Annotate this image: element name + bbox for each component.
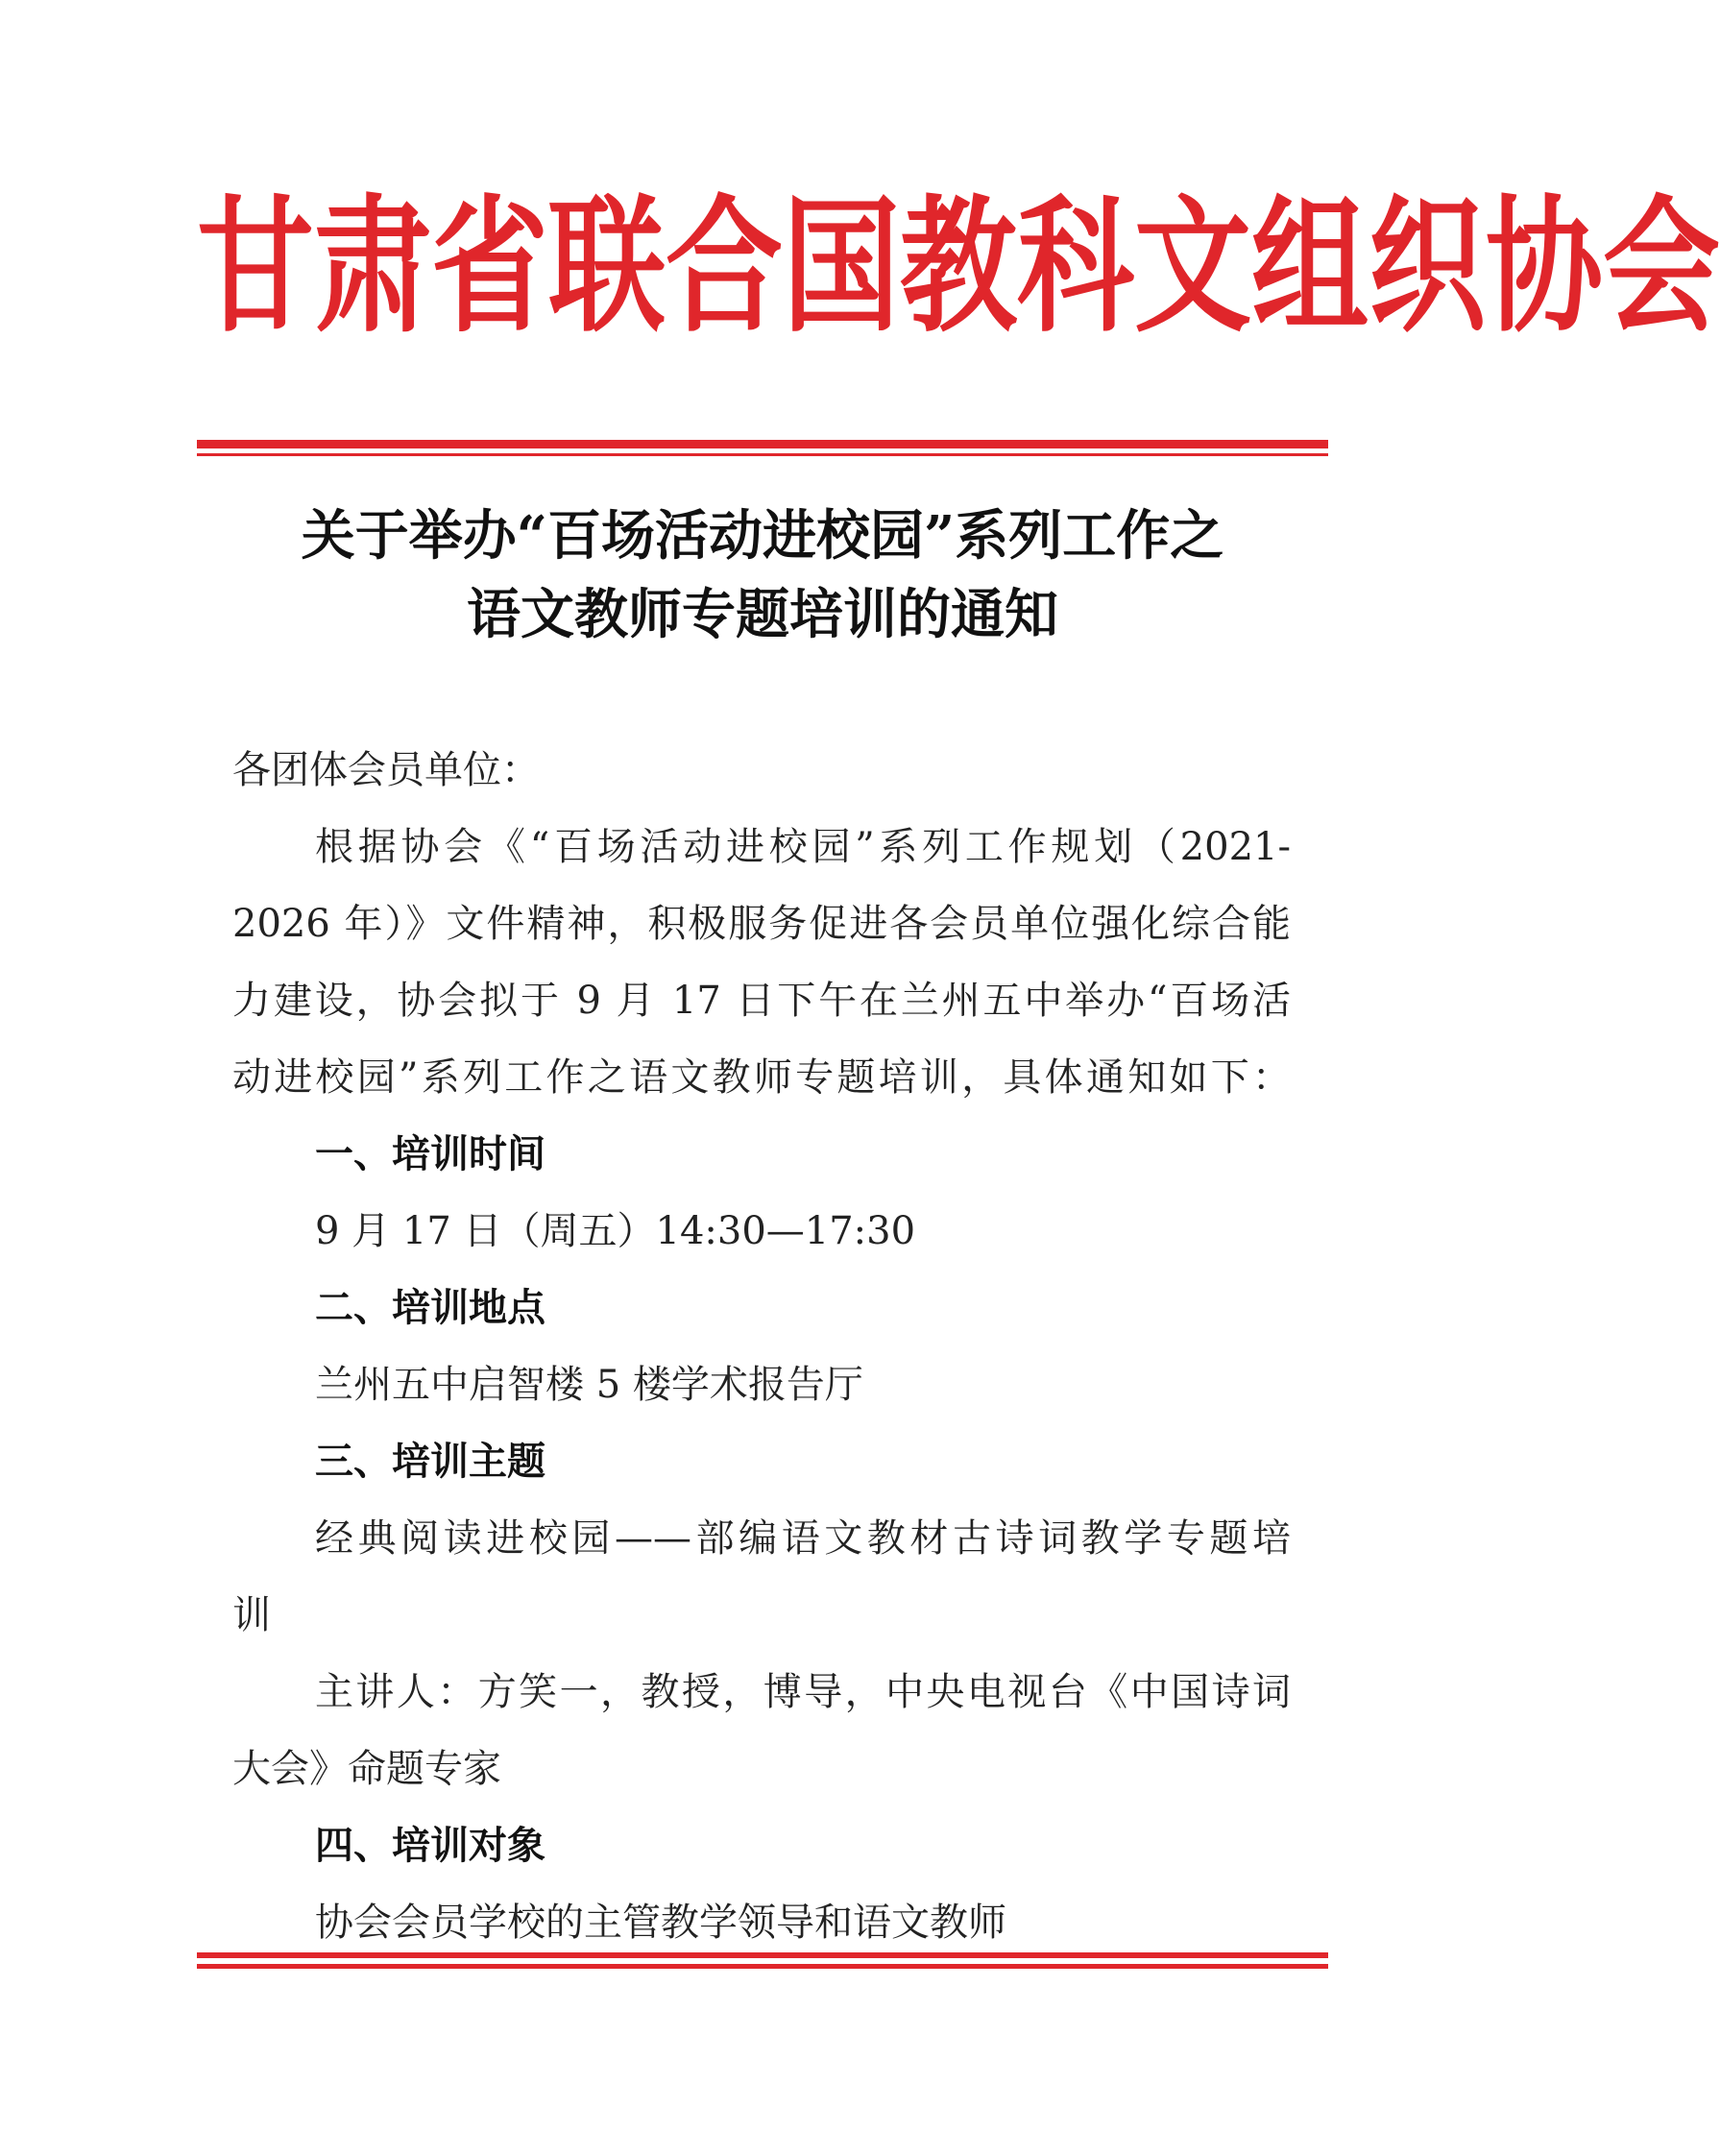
letterhead-char: 科 (1017, 181, 1134, 352)
letterhead-char: 文 (1134, 181, 1251, 352)
letterhead-char: 国 (783, 181, 900, 352)
section-heading-audience: 四、培训对象 (315, 1823, 545, 1868)
speaker-line-continued: 大会》命题专家 (232, 1747, 501, 1791)
letterhead-char: 联 (548, 181, 666, 352)
salutation: 各团体会员单位： (232, 748, 540, 792)
letterhead-char: 合 (666, 181, 783, 352)
letterhead-char: 教 (900, 181, 1017, 352)
letterhead-divider-thin (197, 453, 1328, 456)
intro-paragraph-line: 动进校园”系列工作之语文教师专题培训，具体通知如下： (232, 1055, 1291, 1100)
section-value-audience: 协会会员学校的主管教学领导和语文教师 (315, 1901, 1006, 1945)
letterhead-char: 组 (1251, 181, 1369, 352)
letterhead-char: 肃 (314, 181, 431, 352)
letterhead-org-name (197, 181, 1720, 352)
speaker-line: 主讲人：方笑一，教授，博导，中央电视台《中国诗词 (315, 1670, 1291, 1714)
letterhead-divider-thick (197, 440, 1328, 448)
intro-paragraph-line: 根据协会《“百场活动进校园”系列工作规划（2021- (315, 825, 1291, 869)
intro-paragraph-line: 2026 年）》文件精神，积极服务促进各会员单位强化综合能 (232, 902, 1291, 946)
letterhead-char: 省 (431, 181, 548, 352)
footer-divider-thick (197, 1952, 1328, 1958)
letterhead-char: 协 (1486, 181, 1603, 352)
section-heading-time: 一、培训时间 (315, 1131, 545, 1176)
letterhead-char: 会 (1603, 181, 1720, 352)
footer-divider-thin (197, 1964, 1328, 1969)
document-title-line-2: 语文教师专题培训的通知 (467, 583, 1058, 646)
section-heading-topic: 三、培训主题 (315, 1439, 545, 1484)
section-heading-place: 二、培训地点 (315, 1285, 545, 1330)
section-value-topic: 经典阅读进校园——部编语文教材古诗词教学专题培 (315, 1516, 1291, 1561)
section-value-place: 兰州五中启智楼 5 楼学术报告厅 (315, 1363, 863, 1407)
intro-paragraph-line: 力建设，协会拟于 9 月 17 日下午在兰州五中举办“百场活 (232, 979, 1291, 1023)
section-value-time: 9 月 17 日（周五）14:30—17:30 (315, 1209, 916, 1253)
letterhead-char: 甘 (197, 181, 314, 352)
letterhead-char: 织 (1369, 181, 1486, 352)
document-title-line-1: 关于举办“百场活动进校园”系列工作之 (301, 504, 1224, 568)
section-value-topic-continued: 训 (232, 1593, 271, 1637)
